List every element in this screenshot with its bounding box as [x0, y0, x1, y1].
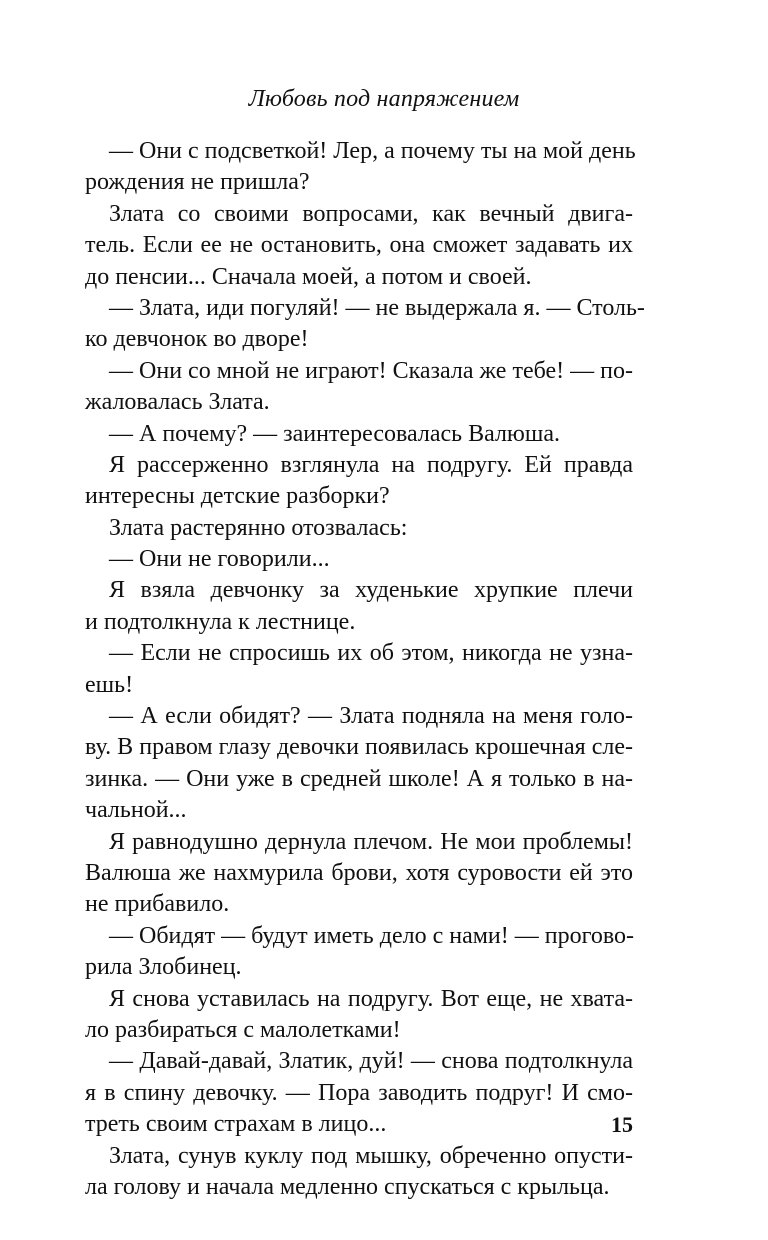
text-line: Я рассерженно взглянула на подругу. Ей правда [109, 451, 633, 478]
text-line: — Злата, иди погуляй! — не выдержала я. — Столь- [109, 294, 645, 321]
text-line: я в спину девочку. — Пора заводить подруг! И смо- [85, 1079, 633, 1106]
text-line: интересны детские разборки? [85, 483, 390, 510]
text-line: — А если обидят? — Злата подняла на меня голо- [109, 703, 633, 730]
text-line: Валюша же нахмурила брови, хотя суровости ей это [85, 859, 633, 886]
text-line: Злата, сунув куклу под мышку, обреченно опусти- [109, 1142, 633, 1169]
text-line: зинка. — Они уже в средней школе! А я только в на- [85, 765, 633, 792]
text-line: Я снова уставилась на подругу. Вот еще, не хвата- [109, 985, 633, 1012]
text-line: — А почему? — заинтересовалась Валюша. [109, 420, 560, 447]
body-text [85, 136, 645, 1203]
text-line: и подтолкнула к лестнице. [85, 608, 356, 635]
text-line: чальной... [85, 797, 187, 824]
text-line: тель. Если ее не остановить, она сможет задавать их [85, 232, 633, 259]
text-line: — Обидят — будут иметь дело с нами! — прогово- [109, 922, 634, 949]
text-line: — Они не говорили... [109, 546, 330, 573]
text-line: ла голову и начала медленно спускаться с крыльца. [85, 1173, 610, 1200]
text-line: ко девчонок во дворе! [85, 326, 309, 353]
text-line: до пенсии... Сначала моей, а потом и своей. [85, 263, 532, 290]
text-line: — Давай-давай, Златик, дуй! — снова подтолкнула [109, 1048, 633, 1075]
text-line: Злата растерянно отозвалась: [109, 514, 408, 541]
text-line: Я взяла девчонку за худенькие хрупкие плечи [109, 577, 633, 604]
text-line: ешь! [85, 671, 134, 698]
running-header: Любовь под напряжением [248, 86, 520, 112]
text-line: — Если не спросишь их об этом, никогда не узна- [109, 640, 633, 667]
text-line: не прибавило. [85, 891, 230, 918]
text-line: Злата со своими вопросами, как вечный двига- [109, 200, 633, 227]
page-number: 15 [611, 1112, 633, 1137]
text-line: ло разбираться с малолетками! [85, 1016, 401, 1043]
text-line: треть своим страхам в лицо... [85, 1111, 387, 1138]
text-line: рила Злобинец. [85, 954, 242, 981]
text-line: ву. В правом глазу девочки появилась крошечная сле- [85, 734, 633, 761]
text-line: жаловалась Злата. [85, 389, 270, 416]
text-line: — Они с подсветкой! Лер, а почему ты на мой день [109, 138, 636, 164]
text-line: — Они со мной не играют! Сказала же тебе! — по- [109, 357, 633, 384]
text-line: рождения не пришла? [85, 169, 310, 196]
text-line: Я равнодушно дернула плечом. Не мои проблемы! [109, 828, 633, 855]
